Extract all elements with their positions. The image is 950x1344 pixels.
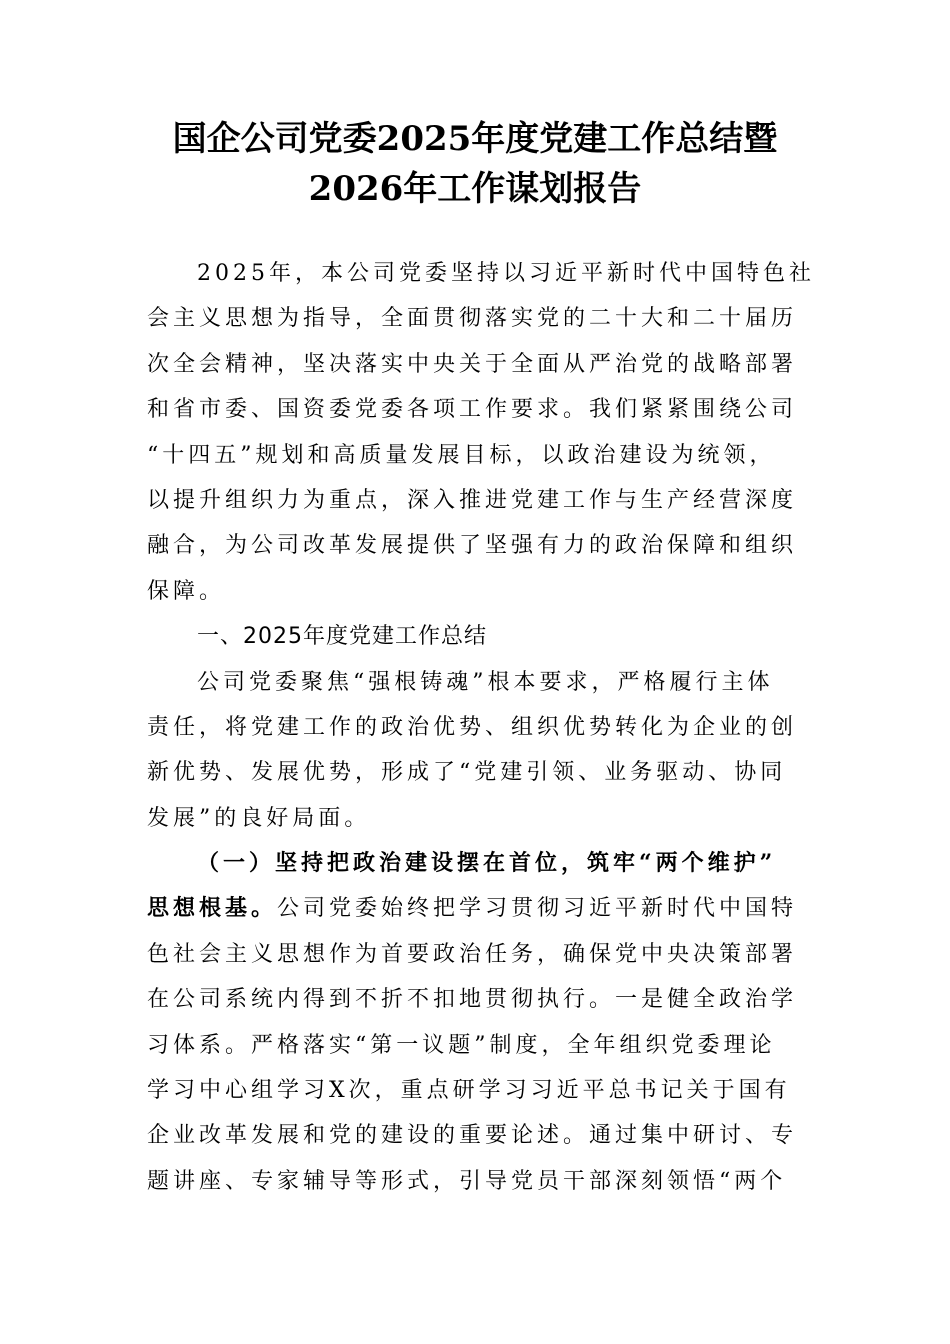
- paragraph-2-line: 新优势、发展优势，形成了“党建引领、业务驱动、协同: [147, 760, 787, 786]
- paragraph-1-line: 次全会精神，坚决落实中央关于全面从严治党的战略部署: [147, 351, 798, 377]
- document-body: [147, 251, 815, 1204]
- section-heading: 一、2025年度党建工作总结: [197, 624, 487, 650]
- paragraph-2-line: 发展”的良好局面。: [147, 805, 371, 831]
- paragraph-1-line: 会主义思想为指导，全面贯彻落实党的二十大和二十届历: [147, 306, 798, 332]
- paragraph-3-text: 公司党委始终把学习贯彻习近平新时代中国特: [277, 896, 798, 922]
- paragraph-3-line: 在公司系统内得到不折不扣地贯彻执行。一是健全政治学: [147, 987, 798, 1013]
- paragraph-1-line: 保障。: [147, 578, 226, 604]
- paragraph-3-line: 学习中心组学习X次，重点研学习习近平总书记关于国有: [147, 1078, 791, 1104]
- paragraph-3-line: 企业改革发展和党的建设的重要论述。通过集中研讨、专: [147, 1123, 798, 1149]
- subsection-heading-end: 思想根基。: [147, 895, 278, 922]
- paragraph-1-line: 融合，为公司改革发展提供了坚强有力的政治保障和组织: [147, 533, 798, 559]
- paragraph-3-line: 题讲座、专家辅导等形式，引导党员干部深刻领悟“两个: [147, 1168, 787, 1194]
- paragraph-1-line: 和省市委、国资委党委各项工作要求。我们紧紧围绕公司: [147, 397, 798, 423]
- document-title: [100, 114, 850, 214]
- paragraph-2-line: 公司党委聚焦“强根铸魂”根本要求，严格履行主体: [197, 669, 774, 695]
- subsection-heading: （一）坚持把政治建设摆在首位，筑牢“两个维护”: [197, 850, 777, 877]
- paragraph-3-first-line: [147, 886, 809, 931]
- paragraph-3-line: 色社会主义思想作为首要政治任务，确保党中央决策部署: [147, 941, 798, 967]
- paragraph-2-line: 责任，将党建工作的政治优势、组织优势转化为企业的创: [147, 714, 798, 740]
- paragraph-3-line: 习体系。严格落实“第一议题”制度，全年组织党委理论: [147, 1032, 776, 1058]
- paragraph-1-line: “十四五”规划和高质量发展目标，以政治建设为统领，: [147, 442, 776, 468]
- paragraph-1-line: 2025年，本公司党委坚持以习近平新时代中国特色社: [197, 261, 815, 286]
- paragraph-1-line: 以提升组织力为重点，深入推进党建工作与生产经营深度: [147, 487, 798, 513]
- title-line-1: 国企公司党委2025年度党建工作总结暨: [172, 119, 778, 159]
- title-line-2: 2026年工作谋划报告: [308, 169, 642, 209]
